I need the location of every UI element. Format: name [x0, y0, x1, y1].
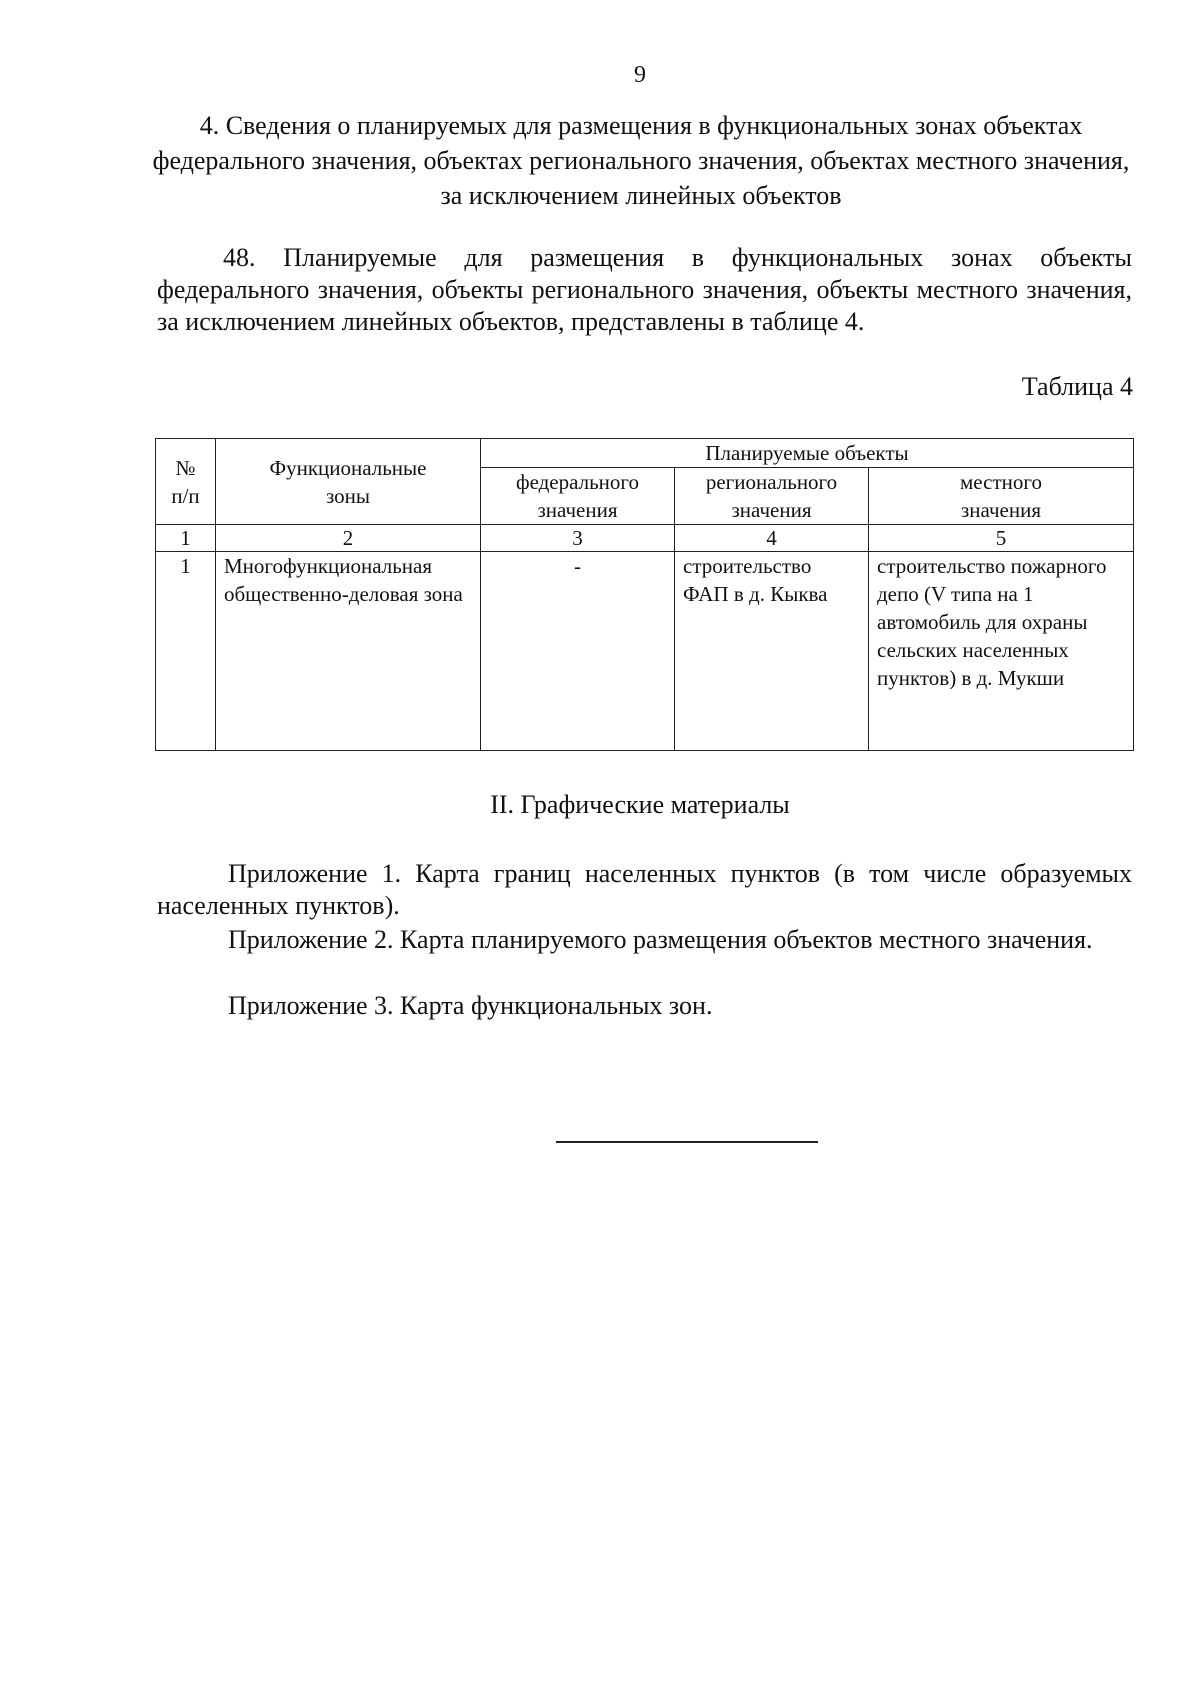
header-number: [156, 439, 216, 525]
header-regional-line2: значения: [731, 498, 812, 522]
row-local: строительство пожарного депо (V типа на 1 автомобиль для охраны сельских населенных пунктов) в д. Мукши: [869, 552, 1134, 751]
header-federal: [481, 468, 675, 525]
header-local-line2: значения: [960, 498, 1042, 522]
graphics-heading: II. Графические материалы: [490, 790, 790, 819]
header-number-line2: п/п: [171, 483, 200, 508]
planned-objects-table: [155, 438, 1134, 751]
column-number-2: 2: [216, 525, 481, 552]
table-header-row: [156, 439, 1134, 468]
header-federal-line2: значения: [537, 498, 618, 522]
header-number-line1: №: [175, 455, 196, 480]
column-number-row: [156, 525, 1134, 552]
end-rule: [556, 1141, 818, 1143]
header-local-line1: местного: [960, 470, 1042, 494]
header-federal-line1: федерального: [515, 470, 640, 494]
column-number-5: 5: [869, 525, 1134, 552]
header-zones-line1: Функциональные: [269, 455, 427, 480]
appendix-3: Приложение 3. Карта функциональных зон.: [228, 991, 713, 1020]
header-zones-line2: зоны: [325, 483, 371, 508]
header-regional: [675, 468, 869, 525]
column-number-4: 4: [675, 525, 869, 552]
header-local: [869, 468, 1134, 525]
row-regional: строительство ФАП в д. Кыква: [675, 552, 869, 751]
table-caption: Таблица 4: [1021, 372, 1133, 401]
header-zones: [216, 439, 481, 525]
page-number: 9: [634, 62, 646, 88]
paragraph-48: 48. Планируемые для размещения в функциональных зонах объекты федерального значения, объекты регионального значения, объекты местного значения, за исключением линейных объектов, представлены в таблице 4.: [157, 243, 1132, 336]
row-zone: Многофункциональная общественно-деловая зона: [216, 552, 481, 751]
column-number-3: 3: [481, 525, 675, 552]
header-planned-objects: Планируемые объекты: [481, 439, 1134, 468]
header-regional-line1: регионального: [705, 470, 838, 494]
appendix-1: Приложение 1. Карта границ населенных пунктов (в том числе образуемых населенных пунктов).: [157, 859, 1132, 920]
section-heading: 4. Сведения о планируемых для размещения в функциональных зонах объектах федерального значения, объектах регионального значения, объектах местного значения, за исключением линейных объектов: [152, 111, 1130, 210]
row-number: 1: [156, 552, 216, 751]
row-federal: -: [481, 552, 675, 751]
column-number-1: 1: [156, 525, 216, 552]
appendix-2: Приложение 2. Карта планируемого размещения объектов местного значения.: [228, 925, 1093, 954]
table-row: [156, 552, 1134, 751]
